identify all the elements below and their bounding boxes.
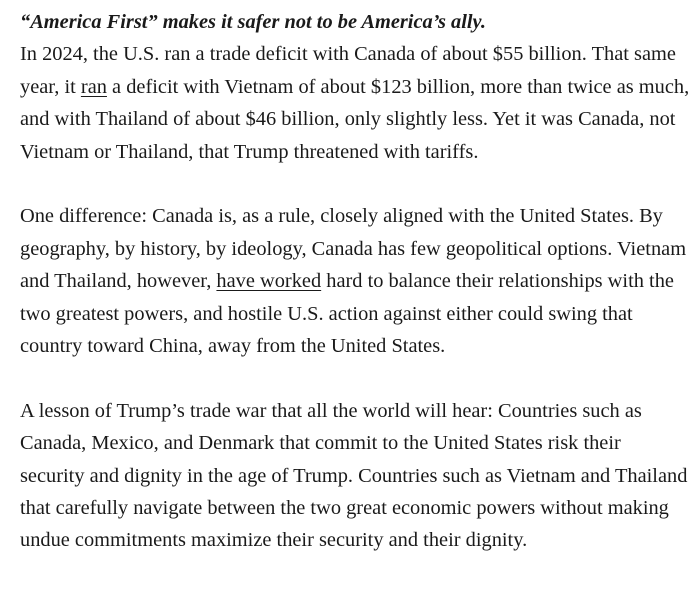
paragraph-trade-deficit	[20, 38, 690, 168]
section-heading: “America First” makes it safer not to be America’s ally.	[20, 11, 486, 33]
ran-link[interactable]: ran	[80, 75, 107, 98]
paragraph-difference	[20, 200, 690, 362]
paragraph-text: hard to balance their relationships with the two greatest powers, and hostile U.S. action against either could swing that country toward China, away from the United States.	[20, 270, 674, 358]
paragraph-lesson: A lesson of Trump’s trade war that all the world will hear: Countries such as Canada, Mexico, and Denmark that commit to the United States risk their security and dignity in the age of Trump. Countries such as Vietnam and Thailand that carefully navigate between the two great economic powers without making undue commitments maximize their security and their dignity.	[20, 399, 688, 552]
article-body	[20, 6, 690, 557]
have-worked-link[interactable]: have worked	[216, 270, 322, 293]
paragraph-text: a deficit with Vietnam of about $123 billion, more than twice as much, and with Thailand of about $46 billion, only slightly less. Yet it was Canada, not Vietnam or Thailand, that Trump threatened with tariffs.	[20, 75, 690, 163]
paragraph-text: In 2024, the U.S. ran a trade deficit with Canada of about $55 billion. That same year, it	[20, 43, 676, 98]
paragraph-text: One difference: Canada is, as a rule, closely aligned with the United States. By geography, by history, by ideology, Canada has few geopolitical options. Vietnam and Thailand, however,	[20, 205, 687, 293]
